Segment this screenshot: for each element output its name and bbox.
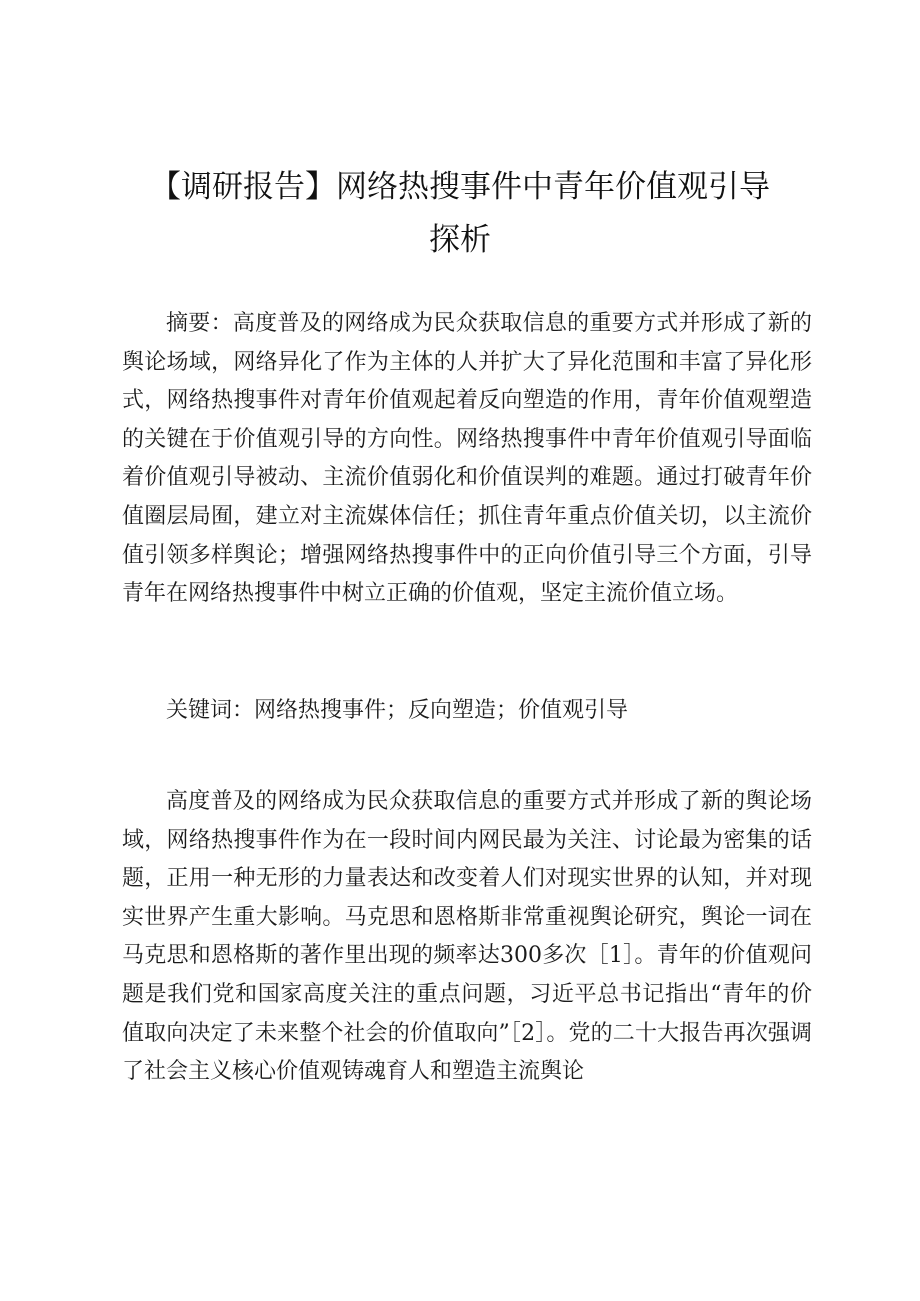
document-title-line-2: 探析 (429, 222, 491, 258)
document-title-line-1: 【调研报告】网络热搜事件中青年价值观引导 (150, 169, 770, 205)
keywords-paragraph: 关键词：网络热搜事件；反向塑造；价值观引导 (166, 698, 629, 723)
body-paragraph: 高度普及的网络成为民众获取信息的重要方式并形成了新的舆论场域，网络热搜事件作为在一段时间内网民最为关注、讨论最为密集的话题，正用一种无形的力量表达和改变着人们对现实世界的认知，并对现实世界产生重大影响。马克思和恩格斯非常重视舆论研究，舆论一词在马克思和恩格斯的著作里出现的频率达300多次［1］。青年的价值观问题是我们党和国家高度关注的重点问题，习近平总书记指出“青年的价值取向决定了未来整个社会的价值取向”［2］。党的二十大报告再次强调了社会主义核心价值观铸魂育人和塑造主流舆论 (122, 789, 812, 1085)
abstract-paragraph: 摘要：高度普及的网络成为民众获取信息的重要方式并形成了新的舆论场域，网络异化了作为主体的人并扩大了异化范围和丰富了异化形式，网络热搜事件对青年价值观起着反向塑造的作用，青年价值观塑造的关键在于价值观引导的方向性。网络热搜事件中青年价值观引导面临着价值观引导被动、主流价值弱化和价值误判的难题。通过打破青年价值圈层局囿，建立对主流媒体信任；抓住青年重点价值关切，以主流价值引领多样舆论；增强网络热搜事件中的正向价值引导三个方面，引导青年在网络热搜事件中树立正确的价值观，坚定主流价值立场。 (122, 311, 812, 607)
